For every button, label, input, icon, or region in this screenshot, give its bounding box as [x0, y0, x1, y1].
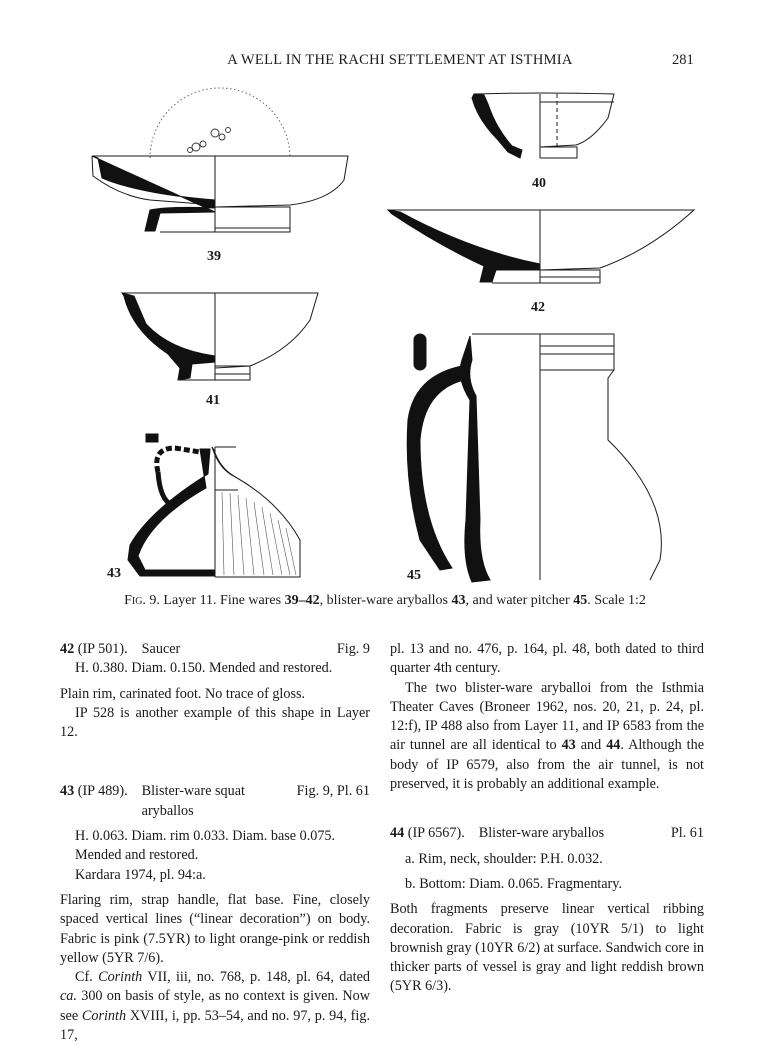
- figure-reference: Fig. 9: [336, 641, 370, 657]
- figure-label-41: 41: [206, 393, 220, 408]
- text: Cf.: [75, 969, 99, 986]
- figure-label-39: 39: [207, 249, 221, 264]
- fragment-a: a. Rim, neck, shoulder: P.H. 0.032.: [405, 850, 603, 867]
- description: Both fragments preserve linear vertical ribbing decoration. Fabric is gray (10YR 5/1) to light brownish gray (10YR 6/2) at surface. Sandwich core in thicker parts of vessel is gray and light reddish brown (5YR 6/3).: [390, 901, 705, 995]
- page-number: 281: [672, 52, 694, 68]
- caption-bold: 39–42: [284, 593, 320, 608]
- vessel-42-drawing: [388, 210, 694, 283]
- entry-44-heading: [390, 824, 704, 843]
- entry-number: 42: [60, 641, 75, 657]
- entry-42-heading: [60, 640, 370, 659]
- vessel-45-drawing: [407, 334, 661, 582]
- inventory-number: (IP 489).: [74, 783, 128, 800]
- dimensions: H. 0.063. Diam. rim 0.033. Diam. base 0.075. Mended and restored.: [75, 828, 336, 864]
- continued-text: pl. 13 and no. 476, p. 164, pl. 48, both dated to third quarter 4th century.: [390, 641, 704, 677]
- caption-text: . Scale 1:2: [587, 593, 646, 608]
- vessel-43-drawing: [128, 434, 300, 577]
- description: Plain rim, carinated foot. No trace of gloss.: [60, 685, 306, 702]
- caption-fig-label: Fig. 9.: [124, 593, 160, 608]
- dimensions: H. 0.380. Diam. 0.150. Mended and restored.: [75, 660, 333, 677]
- vessel-41-drawing: [122, 293, 318, 380]
- text: XVIII, i, pp. 53–54, and no. 97, p. 94, fig. 17,: [60, 1007, 370, 1044]
- entry-number: 43: [60, 783, 75, 800]
- bibliography: Kardara 1974, pl. 94:a.: [75, 866, 206, 883]
- caption-text: , and water pitcher: [465, 593, 574, 608]
- text: The two blister-ware aryballoi from the Isthmia Theater Caves (Broneer 1962, nos. 20, 21, p. 24, pl. 12:f), IP 488 also from Layer 11, and IP 6583 from the air tunnel are all identical to: [390, 679, 704, 754]
- text-italic: ca.: [60, 988, 77, 1005]
- description: Flaring rim, strap handle, flat base. Fine, closely spaced vertical lines (“linear decoration”) on body. Fabric is pink (7.5YR) to light orange-pink or reddish yellow (5YR 7/6).: [60, 891, 370, 966]
- vessel-40-drawing: [472, 93, 614, 158]
- object-name: Blister-ware aryballos: [478, 825, 605, 842]
- text-bold: 44: [606, 737, 621, 754]
- note: IP 528 is another example of this shape in Layer 12.: [60, 704, 370, 741]
- text: . Although the body of IP 6579, also from the air tunnel, is not preserved, it is probably an additional example.: [390, 737, 704, 793]
- figure-label-45: 45: [407, 568, 421, 583]
- figure-label-43: 43: [107, 566, 121, 581]
- left-column: [60, 640, 370, 1045]
- figure-reference: Pl. 61: [670, 825, 704, 842]
- vessel-39-drawing: [92, 88, 348, 232]
- figure-reference: Fig. 9, Pl. 61: [296, 783, 370, 800]
- object-name: Blister-ware squat aryballos: [141, 783, 245, 819]
- figure-caption: [60, 593, 710, 609]
- text: 300 on basis of style, as no context is given. Now see: [60, 988, 370, 1024]
- fragment-b: b. Bottom: Diam. 0.065. Fragmentary.: [405, 875, 622, 892]
- figure-label-40: 40: [532, 176, 546, 191]
- entry-number: 44: [390, 825, 405, 842]
- caption-bold: 45: [573, 593, 588, 608]
- running-title: A WELL IN THE RACHI SETTLEMENT AT ISTHMIA: [227, 52, 573, 68]
- text: VII, iii, no. 768, p. 148, pl. 64, dated: [142, 969, 370, 986]
- text: and: [575, 737, 607, 754]
- right-column: [390, 640, 704, 997]
- inventory-number: (IP 6567).: [404, 825, 465, 842]
- inventory-number: (IP 501).: [74, 641, 128, 657]
- entry-43-heading: [60, 782, 370, 821]
- caption-bold: 43: [451, 593, 466, 608]
- comparanda: [60, 968, 370, 1045]
- caption-text: , blister-ware aryballos: [319, 593, 452, 608]
- text-italic: Corinth: [81, 1007, 127, 1024]
- object-name: Saucer: [141, 641, 181, 657]
- text-bold: 43: [561, 737, 576, 754]
- figure-label-42: 42: [531, 300, 545, 315]
- caption-text: Layer 11. Fine wares: [159, 593, 285, 608]
- paragraph: [390, 679, 704, 795]
- text-italic: Corinth: [98, 969, 143, 986]
